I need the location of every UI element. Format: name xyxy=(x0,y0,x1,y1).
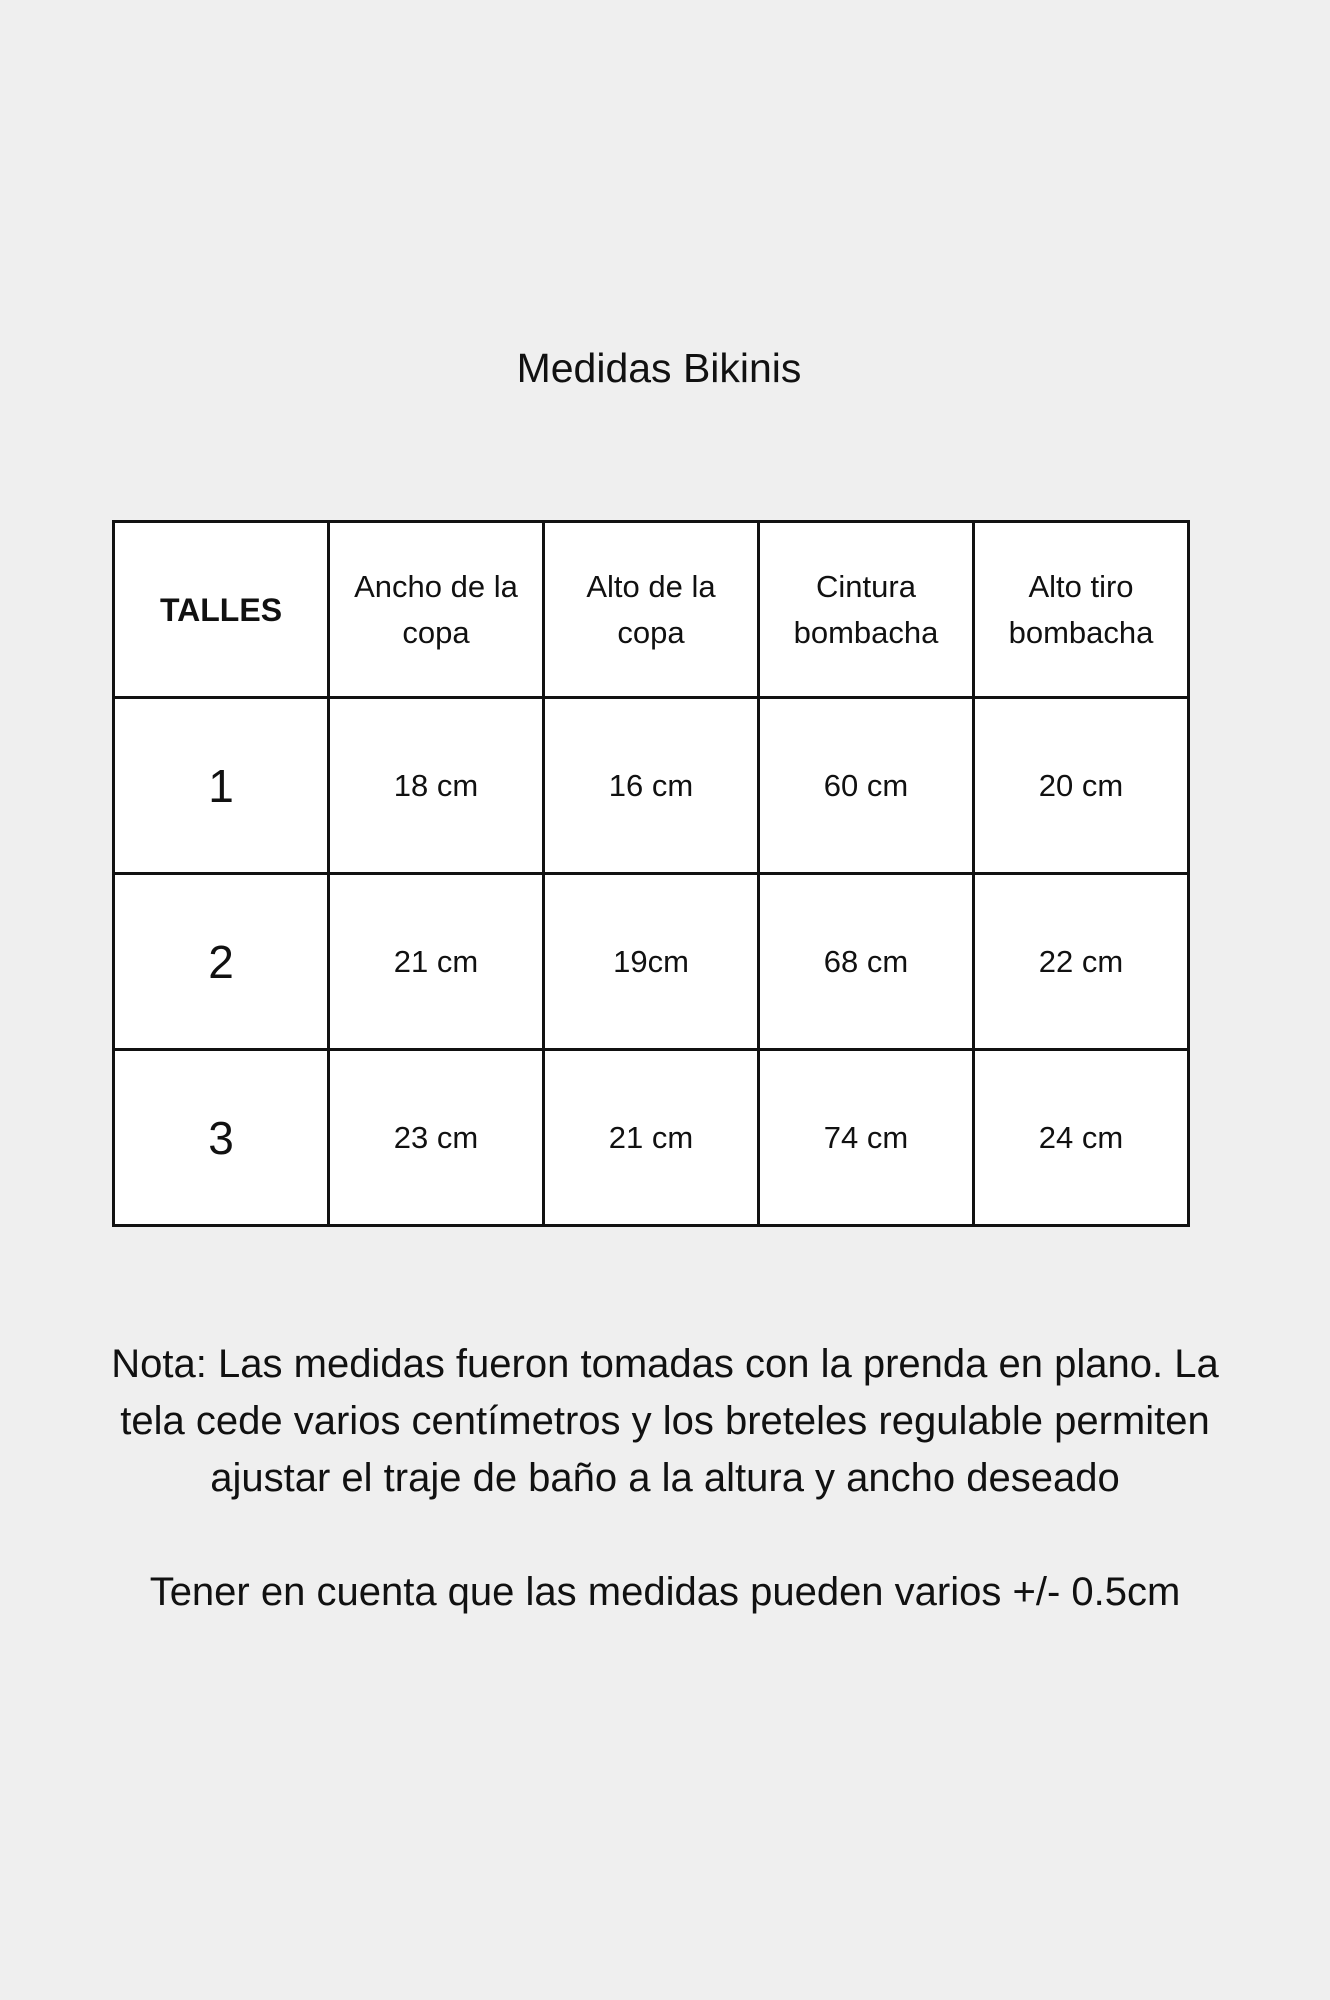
measure-cintura-bombacha: 74 cm xyxy=(759,1050,974,1226)
header-alto-tiro-bombacha: Alto tiro bombacha xyxy=(974,522,1189,698)
measure-ancho-copa: 18 cm xyxy=(329,698,544,874)
measure-alto-tiro-bombacha: 22 cm xyxy=(974,874,1189,1050)
measure-ancho-copa: 23 cm xyxy=(329,1050,544,1226)
notes-section xyxy=(90,1336,1240,1621)
measure-alto-tiro-bombacha: 24 cm xyxy=(974,1050,1189,1226)
size-chart-table xyxy=(112,520,1190,1227)
measure-cintura-bombacha: 60 cm xyxy=(759,698,974,874)
header-ancho-copa: Ancho de la copa xyxy=(329,522,544,698)
measure-alto-tiro-bombacha: 20 cm xyxy=(974,698,1189,874)
table-header xyxy=(114,522,1189,698)
measurement-note: Nota: Las medidas fueron tomadas con la prenda en plano. La tela cede varios centímetros y los breteles regulable permiten ajustar el traje de baño a la altura y ancho deseado xyxy=(111,1342,1219,1500)
measure-ancho-copa: 21 cm xyxy=(329,874,544,1050)
table-row xyxy=(114,874,1189,1050)
measure-cintura-bombacha: 68 cm xyxy=(759,874,974,1050)
table-header-row xyxy=(114,522,1189,698)
header-alto-copa: Alto de la copa xyxy=(544,522,759,698)
size-label: 1 xyxy=(114,698,329,874)
header-cintura-bombacha: Cintura bombacha xyxy=(759,522,974,698)
page-title: Medidas Bikinis xyxy=(516,345,802,391)
tolerance-note: Tener en cuenta que las medidas pueden varios +/- 0.5cm xyxy=(149,1570,1181,1614)
table-row xyxy=(114,698,1189,874)
size-label: 2 xyxy=(114,874,329,1050)
header-talles: TALLES xyxy=(114,522,329,698)
table-row xyxy=(114,1050,1189,1226)
measure-alto-copa: 19cm xyxy=(544,874,759,1050)
size-label: 3 xyxy=(114,1050,329,1226)
table-body xyxy=(114,698,1189,1226)
measure-alto-copa: 16 cm xyxy=(544,698,759,874)
measure-alto-copa: 21 cm xyxy=(544,1050,759,1226)
